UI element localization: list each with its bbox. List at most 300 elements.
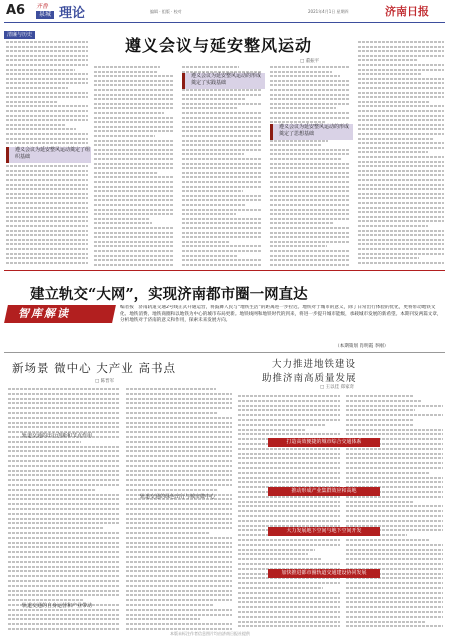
text-line	[8, 393, 120, 395]
text-line	[270, 112, 350, 114]
lower-headline: 建立轨交“大网”，实现济南都市圈一网直达	[30, 286, 308, 303]
text-line	[8, 551, 120, 553]
text-line	[270, 89, 350, 91]
left-section-3: 轨道交通的自身运营和产业带动	[22, 603, 93, 609]
text-line	[346, 429, 443, 431]
text-line	[182, 121, 262, 123]
text-line	[8, 465, 120, 467]
text-line	[6, 73, 88, 75]
text-line	[94, 259, 174, 261]
text-line	[238, 395, 340, 397]
text-line	[6, 234, 88, 236]
text-line	[94, 204, 174, 206]
text-line	[358, 230, 444, 232]
text-line	[126, 455, 232, 457]
text-line	[94, 80, 174, 82]
text-line	[182, 153, 244, 155]
text-line	[358, 211, 444, 213]
text-line	[8, 460, 120, 462]
text-line	[126, 489, 218, 491]
text-line	[126, 460, 232, 462]
text-line	[126, 398, 232, 400]
text-line	[126, 513, 232, 515]
text-line	[358, 239, 444, 241]
text-line	[126, 426, 232, 428]
text-line	[238, 448, 340, 450]
text-line	[182, 204, 246, 206]
text-line	[346, 601, 443, 603]
text-line	[238, 453, 340, 455]
text-line	[8, 513, 120, 515]
text-line	[346, 477, 443, 479]
text-line	[8, 402, 120, 404]
upper-subhead-3: 遵义会议为延安整风运动的形成奠定了思想基础	[270, 124, 353, 140]
masthead	[0, 0, 449, 24]
text-line	[182, 112, 262, 114]
text-line	[182, 245, 262, 247]
text-line	[8, 417, 120, 419]
text-line	[238, 472, 340, 474]
text-line	[8, 470, 120, 472]
text-line	[6, 197, 88, 199]
text-line	[94, 126, 174, 128]
text-line	[6, 92, 88, 94]
text-line	[346, 587, 443, 589]
text-line	[358, 184, 444, 186]
text-line	[238, 563, 340, 565]
text-line	[126, 590, 232, 592]
text-line	[270, 66, 350, 68]
text-line	[126, 580, 232, 582]
text-line	[126, 575, 232, 577]
text-line	[6, 133, 88, 135]
text-line	[8, 566, 120, 568]
text-line	[238, 414, 340, 416]
text-line	[182, 241, 230, 243]
text-line	[126, 388, 216, 390]
text-line	[182, 195, 262, 197]
text-line	[126, 446, 232, 448]
text-line	[182, 135, 262, 137]
text-line	[8, 585, 120, 587]
text-line	[358, 170, 444, 172]
text-line	[358, 96, 444, 98]
text-line	[126, 561, 232, 563]
text-line	[270, 250, 350, 252]
text-line	[238, 582, 340, 584]
text-line	[8, 518, 120, 520]
text-line	[358, 202, 444, 204]
text-line	[346, 558, 443, 560]
text-line	[8, 580, 120, 582]
lower-rule	[4, 352, 445, 353]
text-line	[358, 142, 444, 144]
text-line	[346, 481, 443, 483]
text-line	[6, 216, 88, 218]
text-line	[8, 503, 120, 505]
text-line	[182, 66, 239, 68]
text-line	[6, 124, 66, 126]
brand-top: 齐鲁	[36, 3, 49, 10]
text-line	[94, 167, 174, 169]
text-line	[182, 140, 262, 142]
text-line	[270, 121, 325, 123]
text-line	[270, 241, 350, 243]
text-line	[346, 409, 415, 411]
text-line	[126, 522, 232, 524]
text-line	[358, 101, 429, 103]
text-line	[270, 153, 350, 155]
text-line	[238, 424, 326, 426]
text-line	[8, 532, 120, 534]
text-line	[126, 599, 232, 601]
text-line	[94, 121, 174, 123]
page-number: A6	[6, 3, 26, 18]
text-line	[8, 590, 120, 592]
text-line	[8, 484, 120, 486]
text-line	[6, 78, 88, 80]
text-line	[182, 130, 262, 132]
text-line	[6, 193, 88, 195]
text-line	[126, 508, 232, 510]
text-line	[126, 431, 232, 433]
text-line	[126, 570, 232, 572]
text-line	[6, 115, 88, 117]
text-line	[94, 213, 174, 215]
text-line	[8, 609, 120, 611]
text-line	[346, 549, 443, 551]
text-line	[182, 158, 262, 160]
text-line	[182, 213, 236, 215]
text-line	[126, 441, 232, 443]
text-line	[126, 412, 217, 414]
text-line	[94, 84, 174, 86]
text-line	[182, 163, 262, 165]
text-line	[8, 450, 120, 452]
text-line	[182, 199, 262, 201]
brand-logo	[36, 3, 54, 19]
text-line	[346, 505, 443, 507]
text-line	[346, 424, 414, 426]
text-line	[94, 144, 174, 146]
text-line	[8, 388, 120, 390]
text-line	[94, 98, 174, 100]
text-line	[182, 222, 262, 224]
text-line	[182, 172, 262, 174]
text-line	[346, 419, 414, 421]
text-line	[346, 515, 443, 517]
text-line	[8, 474, 120, 476]
text-line	[238, 592, 340, 594]
text-line	[270, 190, 350, 192]
text-line	[94, 130, 174, 132]
text-line	[346, 467, 443, 469]
text-line	[182, 98, 246, 100]
right-section-4: 加快推进都市圈轨道交通建设协同发展	[268, 569, 380, 578]
text-line	[238, 505, 340, 507]
text-line	[270, 144, 321, 146]
text-line	[94, 209, 174, 211]
text-line	[8, 494, 120, 496]
text-line	[126, 566, 232, 568]
text-line	[6, 184, 88, 186]
text-line	[238, 419, 340, 421]
text-line	[126, 465, 232, 467]
think-tank-logo	[4, 305, 116, 323]
text-line	[270, 181, 350, 183]
text-line	[182, 227, 262, 229]
text-line	[94, 153, 174, 155]
text-line	[126, 585, 232, 587]
text-line	[126, 407, 232, 409]
text-line	[270, 218, 350, 220]
text-line	[358, 87, 444, 89]
text-line	[358, 243, 444, 245]
text-line	[6, 225, 88, 227]
text-line	[358, 161, 444, 163]
text-line	[358, 105, 444, 107]
text-line	[238, 515, 340, 517]
text-line	[346, 582, 443, 584]
text-line	[238, 553, 308, 555]
text-line	[346, 563, 443, 565]
lower-right-column-2	[346, 395, 443, 631]
upper-column-4	[270, 66, 350, 267]
text-line	[94, 264, 174, 266]
text-line	[126, 623, 232, 625]
text-line	[358, 253, 444, 255]
text-line	[346, 462, 443, 464]
text-line	[238, 501, 340, 503]
text-line	[8, 570, 120, 572]
text-line	[358, 78, 444, 80]
text-line	[6, 239, 88, 241]
text-line	[126, 518, 232, 520]
text-line	[346, 457, 443, 459]
text-line	[238, 520, 340, 522]
text-line	[6, 142, 88, 144]
text-line	[346, 606, 443, 608]
lower-left-column-1	[8, 388, 120, 634]
text-line	[270, 71, 332, 73]
text-line	[8, 599, 84, 601]
text-line	[6, 50, 88, 52]
text-line	[238, 409, 340, 411]
text-line	[6, 46, 88, 48]
text-line	[94, 112, 164, 114]
text-line	[182, 117, 262, 119]
section-title: 理论	[59, 6, 86, 21]
text-line	[94, 66, 160, 68]
text-line	[270, 232, 350, 234]
right-section-3: 大力发展地下空间与地下空间开发	[268, 527, 380, 536]
text-line	[6, 179, 88, 181]
text-line	[6, 105, 88, 107]
text-line	[182, 264, 262, 266]
text-line	[94, 135, 155, 137]
text-line	[346, 414, 443, 416]
text-line	[94, 232, 174, 234]
text-line	[8, 407, 120, 409]
text-line	[346, 405, 443, 407]
masthead-meta: 编辑 · 组版 · 校对	[150, 9, 182, 14]
text-line	[358, 147, 444, 149]
text-line	[358, 59, 418, 61]
text-line	[358, 151, 428, 153]
text-line	[238, 496, 340, 498]
text-line	[238, 462, 340, 464]
text-line	[182, 259, 262, 261]
text-line	[182, 236, 262, 238]
text-line	[346, 597, 443, 599]
text-line	[358, 41, 444, 43]
text-line	[94, 199, 174, 201]
text-line	[6, 211, 88, 213]
text-line	[6, 243, 88, 245]
left-article-title: 新场景 微中心 大产业 高书点	[12, 361, 176, 375]
text-line	[8, 522, 120, 524]
text-line	[6, 119, 88, 121]
text-line	[8, 546, 120, 548]
text-line	[8, 618, 120, 620]
text-line	[238, 616, 340, 618]
text-line	[6, 262, 88, 264]
text-line	[358, 262, 444, 264]
text-line	[270, 186, 350, 188]
text-line	[270, 222, 333, 224]
text-line	[8, 614, 120, 616]
text-line	[94, 163, 174, 165]
text-line	[126, 604, 213, 606]
upper-headline: 遵义会议与延安整风运动	[125, 36, 313, 55]
text-line	[358, 92, 444, 94]
text-line	[346, 496, 443, 498]
text-line	[346, 453, 443, 455]
text-line	[8, 426, 120, 428]
text-line	[270, 75, 340, 77]
editor-credit: （本期策划 肖明霞 李刚）	[335, 344, 389, 349]
text-line	[182, 167, 262, 169]
upper-subhead-2: 遵义会议为延安整风运动的形成奠定了实践基础	[182, 73, 265, 89]
text-line	[8, 446, 120, 448]
text-line	[126, 527, 232, 529]
text-line	[270, 163, 350, 165]
text-line	[346, 621, 426, 623]
text-line	[8, 594, 120, 596]
text-line	[270, 255, 350, 257]
text-line	[270, 209, 350, 211]
text-line	[358, 82, 444, 84]
text-line	[126, 503, 232, 505]
text-line	[8, 623, 120, 625]
text-line	[270, 94, 350, 96]
text-line	[8, 489, 96, 491]
text-line	[6, 230, 88, 232]
text-line	[94, 71, 158, 73]
text-line	[182, 89, 262, 91]
text-line	[126, 422, 232, 424]
text-line	[126, 537, 232, 539]
text-line	[94, 140, 174, 142]
text-line	[182, 176, 262, 178]
text-line	[270, 213, 350, 215]
text-line	[8, 628, 120, 630]
text-line	[270, 80, 350, 82]
text-line	[358, 165, 444, 167]
text-line	[94, 186, 174, 188]
text-line	[6, 41, 88, 43]
text-line	[94, 149, 174, 151]
text-line	[94, 218, 150, 220]
think-tank-label: 智库解读	[18, 307, 70, 320]
text-line	[358, 207, 444, 209]
text-line	[182, 144, 262, 146]
text-line	[238, 587, 323, 589]
text-line	[270, 236, 350, 238]
upper-byline: □ 董振平	[300, 59, 320, 64]
text-line	[270, 199, 350, 201]
text-line	[6, 202, 88, 204]
text-line	[94, 176, 174, 178]
text-line	[94, 255, 174, 257]
text-line	[182, 209, 262, 211]
text-line	[6, 87, 68, 89]
text-line	[358, 234, 444, 236]
text-line	[8, 508, 120, 510]
text-line	[270, 227, 350, 229]
text-line	[94, 117, 174, 119]
text-line	[346, 592, 443, 594]
text-line	[126, 546, 232, 548]
text-line	[238, 405, 340, 407]
text-line	[94, 190, 174, 192]
text-line	[6, 165, 88, 167]
text-line	[358, 110, 444, 112]
text-line	[238, 558, 321, 560]
text-line	[358, 69, 444, 71]
text-line	[238, 510, 340, 512]
text-line	[270, 167, 350, 169]
text-line	[346, 395, 414, 397]
paper-name: 济南日报	[385, 5, 429, 18]
text-line	[346, 625, 443, 627]
text-line	[346, 510, 443, 512]
text-line	[126, 618, 200, 620]
text-line	[358, 156, 444, 158]
text-line	[346, 616, 443, 618]
text-line	[6, 248, 88, 250]
text-line	[126, 614, 232, 616]
text-line	[270, 117, 350, 119]
text-line	[358, 119, 444, 121]
text-line	[6, 257, 88, 259]
text-line	[6, 101, 57, 103]
text-line	[94, 103, 174, 105]
text-line	[358, 193, 444, 195]
text-line	[270, 84, 350, 86]
text-line	[238, 429, 305, 431]
text-line	[358, 216, 444, 218]
text-line	[270, 107, 336, 109]
text-line	[358, 128, 444, 130]
text-line	[94, 181, 174, 183]
text-line	[94, 195, 174, 197]
text-line	[94, 236, 174, 238]
text-line	[358, 46, 444, 48]
text-line	[346, 520, 443, 522]
text-line	[346, 448, 443, 450]
text-line	[270, 172, 350, 174]
